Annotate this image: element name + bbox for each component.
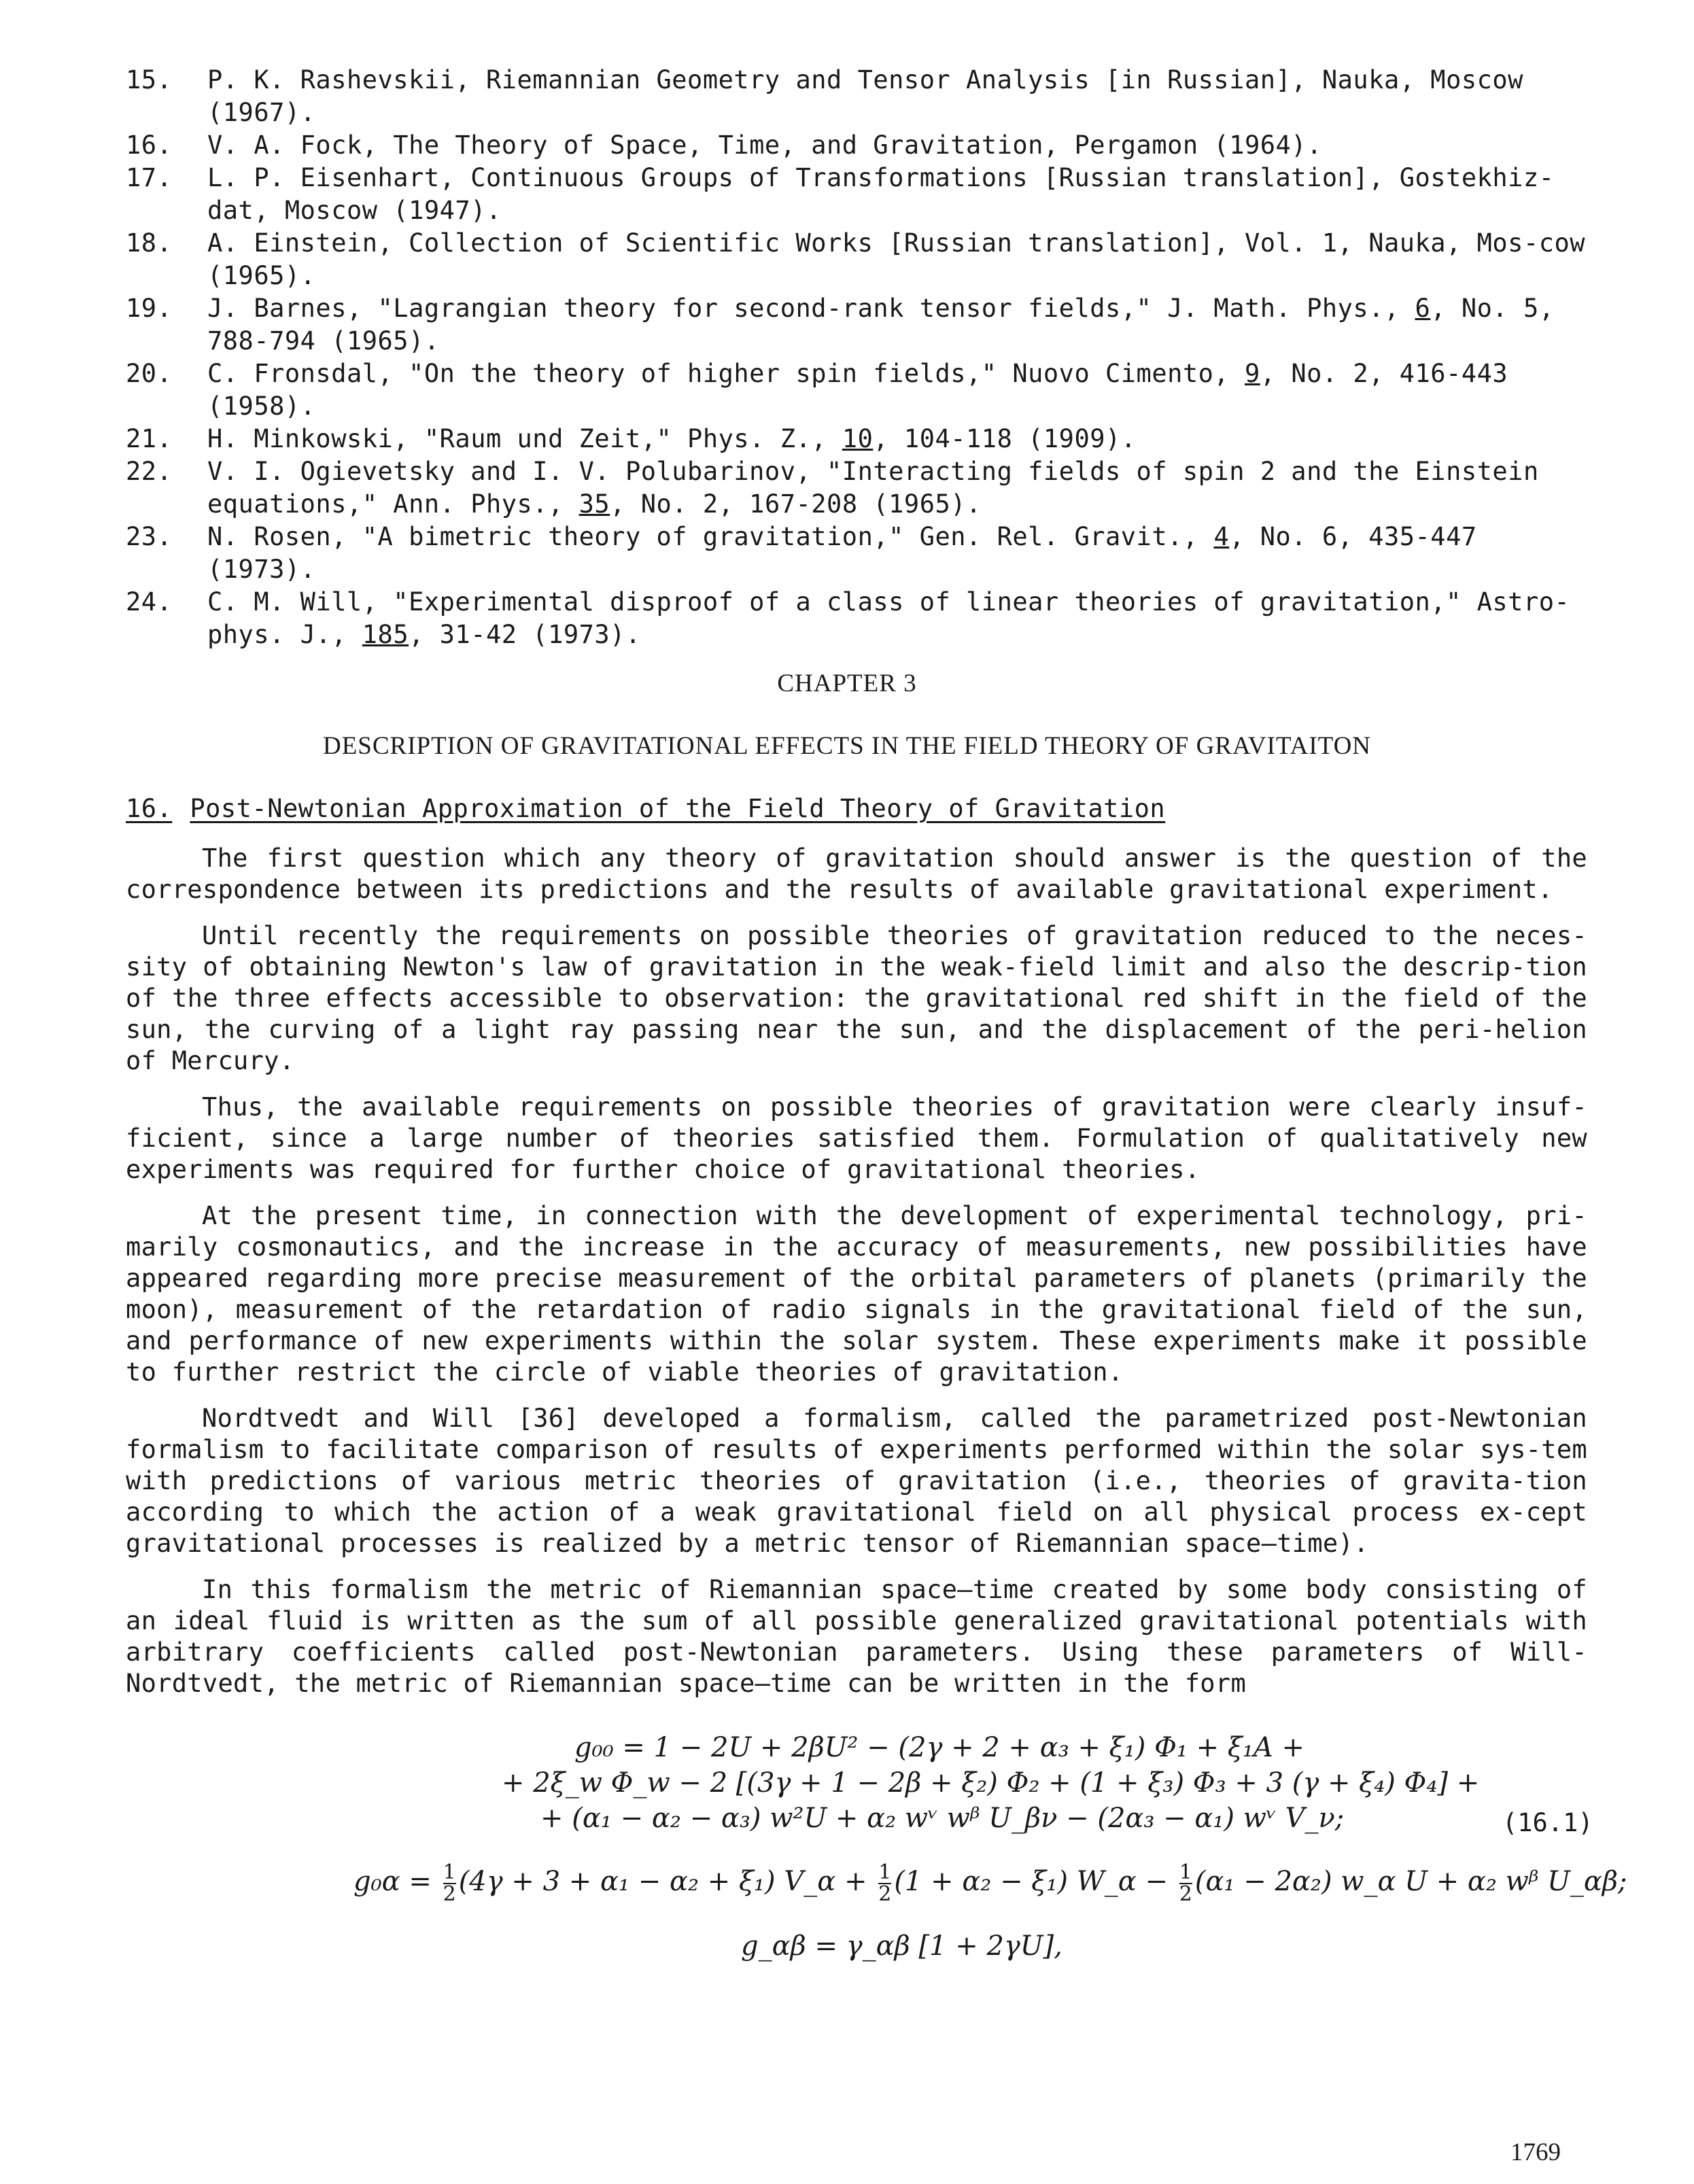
body-text <box>126 843 1587 1714</box>
reference-text: V. A. Fock, The Theory of Space, Time, and Gravitation, Pergamon (1964). <box>207 131 1322 160</box>
paragraph: The first question which any theory of gravitation should answer is the question of the correspondence between its predictions and the results of available gravitational experiment. <box>126 844 1587 904</box>
reference-text: L. P. Eisenhart, Continuous Groups of Transformations [Russian translation], Gostekhiz-dat, Moscow (1947). <box>207 163 1555 225</box>
reference-number: 17. <box>126 163 173 192</box>
page-number: 1769 <box>1510 2138 1561 2166</box>
reference-item <box>126 521 1587 586</box>
reference-item <box>126 586 1587 651</box>
reference-item <box>126 455 1587 521</box>
paragraph: Until recently the requirements on possible theories of gravitation reduced to the neces-sity of obtaining Newton's law of gravitation in the weak-field limit and also the descrip-tion of the three effects accessible to observation: the gravitational red shift in the field of the sun, the curving of a light ray passing near the sun, and the displacement of the peri-helion of Mercury. <box>126 921 1587 1075</box>
fraction-half: $\frac{1}{2}$ <box>878 1860 892 1906</box>
reference-item <box>126 64 1587 129</box>
paragraph: At the present time, in connection with the development of experimental technology, pri-marily cosmonautics, and the increase in the accuracy of measurements, new possibilities have appeared regarding more precise measurement of the orbital parameters of planets (primarily the moon), measurement of the retardation of radio signals in the gravitational field of the sun, and performance of new experiments within the solar system. These experiments make it possible to further restrict the circle of viable theories of gravitation. <box>126 1201 1587 1387</box>
equation-line-g0a: g₀α = $\frac{1}{2}$ (4γ + 3 + α₁ − α₂ + ξ₁) V_α + $\frac{1}{2}$ (1 + α₂ − ξ₁) W_α − $\frac{1}{2}$ (α₁ − 2α₂) w_α U + α₂ wᵝ U_αβ; <box>353 1860 1627 1906</box>
paragraph: In this formalism the metric of Riemannian space—time created by some body consisting of an ideal fluid is written as the sum of all possible generalized gravitational potentials with arbitrary coefficients called post-Newtonian parameters. Using these parameters of Will-Nordtvedt, the metric of Riemannian space—time can be written in the form <box>126 1575 1587 1698</box>
section-title: Post-Newtonian Approximation of the Field Theory of Gravitation <box>190 794 1166 823</box>
paragraph: Nordtvedt and Will [36] developed a formalism, called the parametrized post-Newtonian formalism to facilitate comparison of results of experiments performed within the solar sys-tem with predictions of various metric theories of gravitation (i.e., theories of gravita-tion according to which the action of a weak gravitational field on all physical process ex-cept gravitational processes is realized by a metric tensor of Riemannian space—time). <box>126 1404 1587 1558</box>
chapter-title: DESCRIPTION OF GRAVITATIONAL EFFECTS IN THE FIELD THEORY OF GRAVITAITON <box>322 732 1372 760</box>
reference-number: 21. <box>126 424 173 453</box>
reference-text: C. Fronsdal, "On the theory of higher spin fields," Nuovo Cimento, 9, No. 2, 416-443 (1958). <box>207 359 1508 421</box>
reference-item <box>126 423 1587 455</box>
equation-number: (16.1) <box>1502 1808 1593 1837</box>
reference-text: P. K. Rashevskii, Riemannian Geometry and Tensor Analysis [in Russian], Nauka, Moscow (1967). <box>207 65 1523 127</box>
reference-number: 24. <box>126 587 173 617</box>
reference-text: C. M. Will, "Experimental disproof of a class of linear theories of gravitation," Astro-phys. J., 185, 31-42 (1973). <box>207 587 1570 649</box>
reference-item <box>126 358 1587 423</box>
equation-line-g00-cont: + 2ξ_w Φ_w − 2 [(3γ + 1 − 2β + ξ₂) Φ₂ + (1 + ξ₃) Φ₃ + 3 (γ + ξ₄) Φ₄] + <box>502 1767 1480 1799</box>
reference-number: 20. <box>126 359 173 388</box>
equation-line-g00: g₀₀ = 1 − 2U + 2βU² − (2γ + 2 + α₃ + ξ₁) Φ₁ + ξ₁A + <box>574 1732 1305 1763</box>
paragraph: Thus, the available requirements on possible theories of gravitation were clearly insuf-ficient, since a large number of theories satisfied them. Formulation of qualitatively new experiments was required for further choice of gravitational theories. <box>126 1092 1587 1184</box>
reference-item <box>126 129 1587 162</box>
reference-item <box>126 292 1587 358</box>
fraction-half: $\frac{1}{2}$ <box>443 1860 456 1906</box>
section-heading <box>126 794 1165 823</box>
reference-number: 19. <box>126 294 173 323</box>
reference-item <box>126 162 1587 227</box>
reference-text: A. Einstein, Collection of Scientific Works [Russian translation], Vol. 1, Nauka, Mos-cow (1965). <box>207 228 1586 290</box>
reference-number: 22. <box>126 457 173 486</box>
reference-text: N. Rosen, "A bimetric theory of gravitation," Gen. Rel. Gravit., 4, No. 6, 435-447 (1973). <box>207 522 1477 584</box>
fraction-half: $\frac{1}{2}$ <box>1179 1860 1192 1906</box>
reference-list <box>126 64 1587 651</box>
chapter-label: CHAPTER 3 <box>777 670 917 697</box>
section-number: 16. <box>126 794 173 823</box>
reference-item <box>126 227 1587 292</box>
reference-text: H. Minkowski, "Raum und Zeit," Phys. Z., 10, 104-118 (1909). <box>207 424 1137 453</box>
reference-number: 23. <box>126 522 173 551</box>
reference-text: V. I. Ogievetsky and I. V. Polubarinov, "Interacting fields of spin 2 and the Einstein equations," Ann. Phys., 35, No. 2, 167-208 (1965). <box>207 457 1539 519</box>
equation-line-g00-end: + (α₁ − α₂ − α₃) w²U + α₂ wᵛ wᵝ U_βν − (2α₃ − α₁) wᵛ V_ν; <box>540 1803 1345 1834</box>
reference-number: 16. <box>126 131 173 160</box>
reference-number: 18. <box>126 228 173 258</box>
equation-line-gab: g_αβ = γ_αβ [1 + 2γU], <box>741 1930 1062 1962</box>
reference-text: J. Barnes, "Lagrangian theory for second-rank tensor fields," J. Math. Phys., 6, No. 5, 788-794 (1965). <box>207 294 1555 356</box>
reference-number: 15. <box>126 65 173 94</box>
